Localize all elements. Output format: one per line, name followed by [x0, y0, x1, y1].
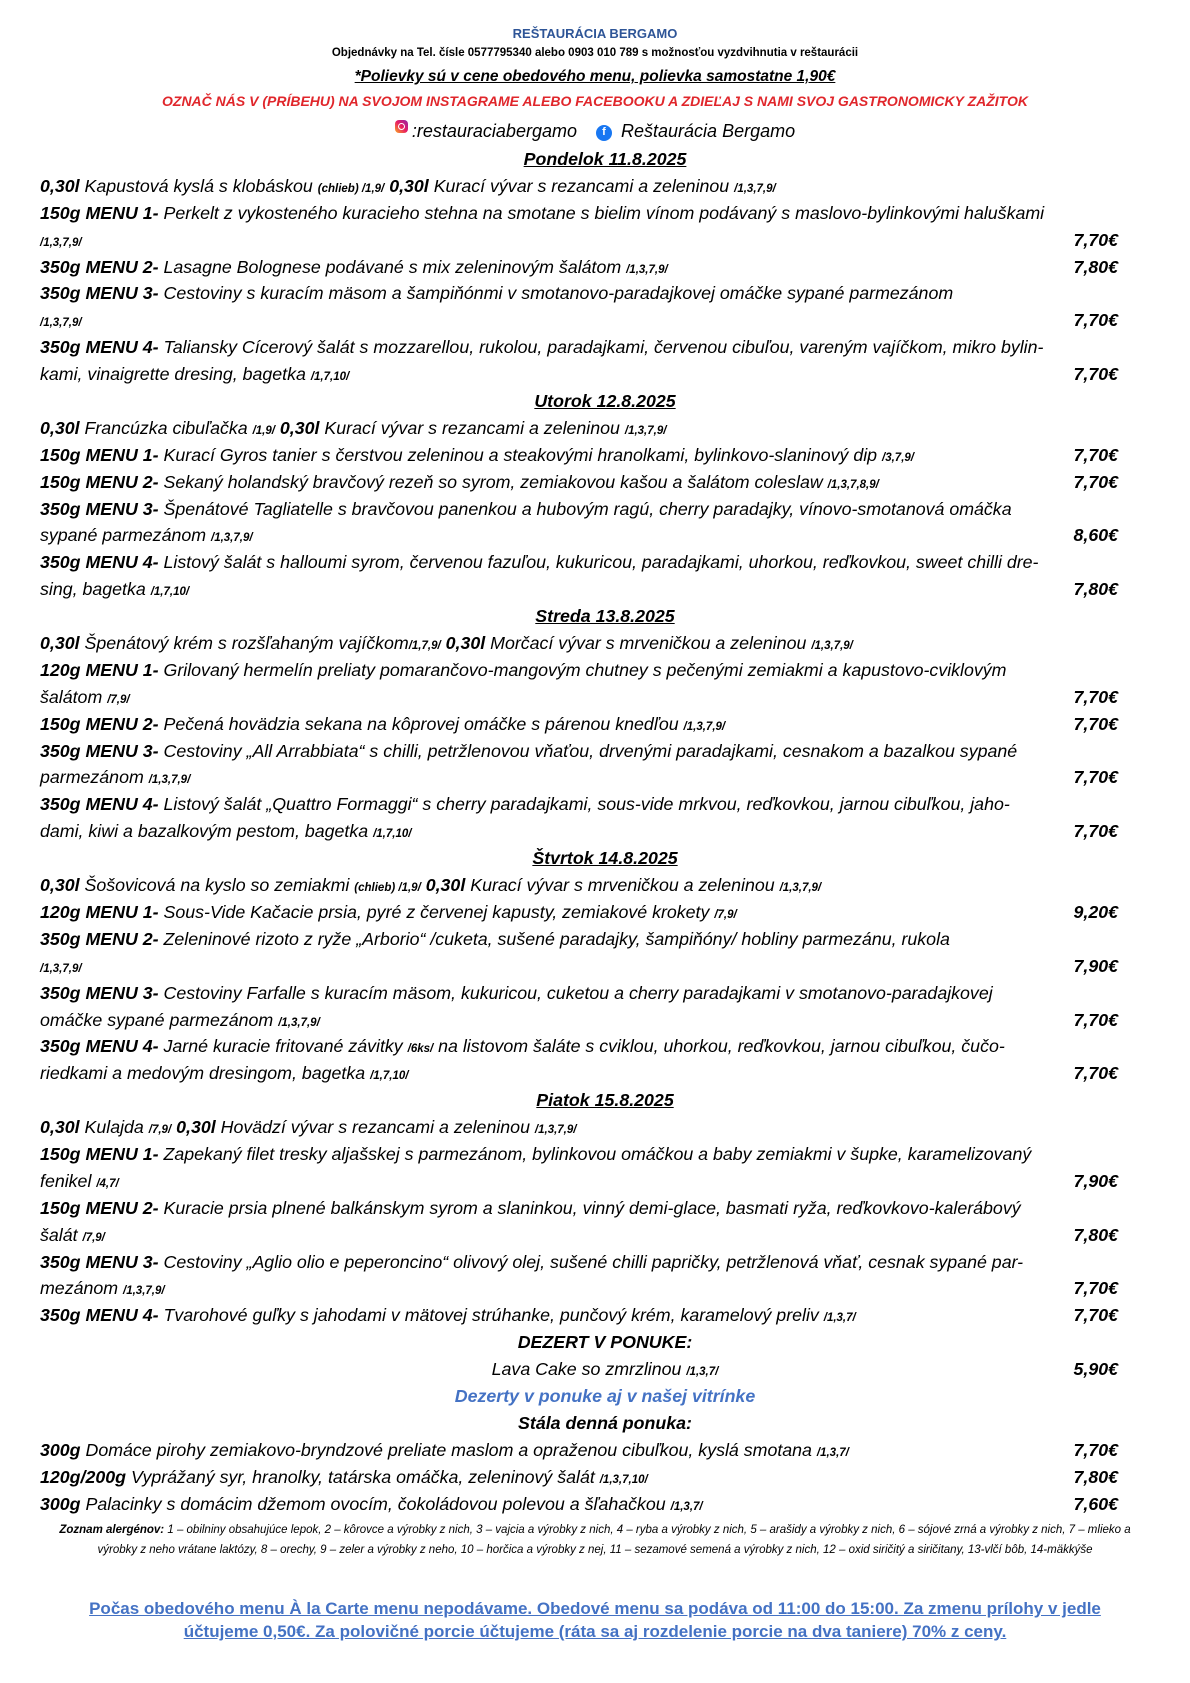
allergen-codes: /7,9/	[148, 1124, 172, 1137]
item-price: 7,70€	[1073, 767, 1118, 788]
menu-line	[40, 1060, 1170, 1087]
footer-note: Počas obedového menu À la Carte menu nepodávame. Obedové menu sa podáva od 11:00 do 15:00. Za zmenu prílohy v jedle účtujeme 0,50€. Za polovičné porcie účtujeme (ráta sa aj rozdelenie porcie na dva taniere) 70% z ceny.	[89, 1599, 1101, 1641]
item-portion: 300g	[40, 1493, 81, 1514]
instagram-icon	[395, 120, 408, 133]
item-text: Listový šalát „Quattro Formaggi“ s cherry paradajkami, sous-vide mrkvou, reďkovkou, jarnou cibuľkou, jaho-	[158, 794, 1010, 815]
item-text: Vyprážaný syr, hranolky, tatárska omáčka, zeleninový šalát	[126, 1466, 600, 1487]
menu-line	[40, 953, 1170, 980]
allergen-codes: (chlieb) /1,9/	[317, 182, 385, 195]
menu-line	[40, 791, 1170, 818]
restaurant-title: REŠTAURÁCIA BERGAMO	[512, 26, 678, 41]
allergen-codes: /1,3,7,9/	[40, 236, 82, 249]
item-price: 7,70€	[1073, 1305, 1118, 1326]
item-text: fenikel	[40, 1170, 97, 1191]
allergen-codes: /1,3,7,9/	[40, 962, 82, 975]
item-portion: 150g MENU 2-	[40, 713, 159, 734]
daily-menu	[40, 146, 1170, 1517]
menu-line	[40, 280, 1170, 307]
item-text: Jarné kuracie fritované závitky	[158, 1036, 408, 1057]
menu-line	[40, 1275, 1170, 1302]
item-price: 7,80€	[1073, 1466, 1118, 1487]
menu-line	[40, 1114, 1170, 1141]
item-text: Cestoviny Farfalle s kuracím mäsom, kukuricou, cuketou a cherry paradajkami v smotanovo-paradajkovej	[158, 982, 993, 1003]
menu-line	[40, 334, 1170, 361]
section-heading: DEZERT V PONUKE:	[517, 1332, 693, 1353]
item-price: 7,80€	[1073, 256, 1118, 277]
item-price: 7,80€	[1073, 1224, 1118, 1245]
item-price: 7,90€	[1073, 955, 1118, 976]
item-text: Kurací vývar s rezancami a zeleninou	[428, 175, 735, 196]
menu-line	[40, 818, 1170, 845]
menu-line	[40, 469, 1170, 496]
allergen-codes: (chlieb) /1,9/	[354, 882, 421, 895]
item-price: 7,90€	[1073, 1170, 1118, 1191]
item-text: Cestoviny s kuracím mäsom a šampiňónmi v smotanovo-paradajkovej omáčke sypané parmezánom	[158, 283, 954, 304]
allergen-codes: /6ks/	[407, 1043, 434, 1056]
item-portion: 0,30l	[425, 875, 466, 896]
menu-line	[40, 899, 1170, 926]
allergen-codes: /1,3,7,9/	[626, 263, 668, 276]
item-portion: 150g MENU 1-	[40, 444, 159, 465]
item-text: Domáce pirohy zemiakovo-bryndzové preliate maslom a opraženou cibuľkou, kyslá smotana	[80, 1439, 817, 1460]
menu-line	[40, 1464, 1170, 1491]
item-portion: 350g MENU 3-	[40, 283, 159, 304]
allergen-codes: /1,3,7,9/	[624, 424, 667, 437]
item-price: 5,90€	[1073, 1359, 1118, 1380]
item-portion: 120g MENU 1-	[40, 659, 159, 680]
item-text: na listovom šaláte s cviklou, uhorkou, reďkovkou, jarnou cibuľkou, čučo-	[433, 1036, 1005, 1057]
allergen-codes: /1,3,7,10/	[599, 1473, 648, 1486]
item-price: 7,70€	[1073, 1063, 1118, 1084]
menu-line	[40, 1356, 1170, 1383]
menu-line	[40, 657, 1170, 684]
item-price: 7,80€	[1073, 579, 1118, 600]
item-text: Taliansky Cícerový šalát s mozzarellou, rukolou, paradajkami, červenou cibuľou, vareným vajíčkom, mikro bylin-	[158, 337, 1044, 358]
item-text: Palacinky s domácim džemom ovocím, čokoládovou polevou a šľahačkou	[80, 1493, 671, 1514]
allergen-text: 1 – obilniny obsahujúce lepok, 2 – kôrovce a výrobky z nich, 3 – vajcia a výrobky z nich, 4 – ryba a výrobky z nich, 5 – arašidy a výrobky z nich, 6 – sójové zrná a výrobky z nich, 7 – mlieko a výrobky z neho vrátane laktózy, 8 – orechy, 9 – zeler a výrobky z neho, 10 – horčica a výrobky z nej, 11 – sezamové semená a výrobky z nich, 12 – oxid siričitý a siričitany, 13-vlčí bôb, 14-mäkkýše	[97, 1524, 1131, 1556]
facebook-icon: f	[596, 125, 612, 141]
item-portion: 150g MENU 1-	[40, 1143, 159, 1164]
item-price: 7,70€	[1073, 821, 1118, 842]
item-text: dami, kiwi a bazalkovým pestom, bagetka	[40, 821, 374, 842]
menu-line	[40, 1195, 1170, 1222]
day-heading: Utorok 12.8.2025	[534, 391, 676, 412]
menu-line	[40, 1222, 1170, 1249]
item-price: 7,70€	[1073, 444, 1118, 465]
item-portion: 350g MENU 3-	[40, 982, 159, 1003]
item-text: Kurací vývar s rezancami a zeleninou	[319, 417, 625, 438]
allergen-codes: /1,7,10/	[150, 586, 190, 599]
allergen-codes: /7,9/	[82, 1231, 105, 1244]
instagram-handle: :restauraciabergamo	[411, 121, 577, 141]
allergen-codes: /1,3,7,8,9/	[827, 478, 879, 491]
item-portion: 350g MENU 2-	[40, 256, 159, 277]
allergen-codes: /1,3,7/	[670, 1500, 703, 1513]
allergen-codes: /1,3,7/	[816, 1446, 849, 1459]
menu-line	[40, 576, 1170, 603]
menu-line	[40, 684, 1170, 711]
item-text: šalátom	[40, 686, 108, 707]
item-text: Špenátové Tagliatelle s bravčovou panenkou a hubovým ragú, cherry paradajky, vínovo-smotanová omáčka	[158, 498, 1012, 519]
item-text: Pečená hovädzia sekana na kôprovej omáčke s párenou knedľou	[158, 713, 684, 734]
item-text: Grilovaný hermelín preliaty pomarančovo-mangovým chutney s pečenými zemiakmi a kapustovo-cviklovým	[158, 659, 1007, 680]
item-price: 7,70€	[1073, 471, 1118, 492]
allergen-codes: /1,7,10/	[370, 1070, 409, 1083]
item-text: Lava Cake so zmrzlinou	[491, 1359, 687, 1380]
allergen-codes: /1,7,9/	[408, 640, 441, 653]
menu-line	[40, 1249, 1170, 1276]
item-portion: 150g MENU 2-	[40, 1197, 159, 1218]
item-portion: 350g MENU 3-	[40, 1251, 159, 1272]
item-price: 7,70€	[1073, 1439, 1118, 1460]
allergen-list	[40, 1520, 1150, 1560]
item-text: Cestoviny „All Arrabbiata“ s chilli, petržlenovou vňaťou, drvenými paradajkami, cesnakom a bazalkou sypané	[158, 740, 1018, 761]
allergen-codes: /1,3,7,9/	[211, 532, 253, 545]
day-heading: Pondelok 11.8.2025	[523, 149, 687, 169]
menu-line	[40, 1168, 1170, 1195]
item-text: Listový šalát s halloumi syrom, červenou fazuľou, kukuricou, paradajkami, uhorkou, reďkovkou, sweet chilli dre-	[158, 552, 1039, 573]
item-text: Cestoviny „Aglio olio e peperoncino“ olivový olej, sušené chilli papričky, petržlenová vňať, cesnak sypané par-	[158, 1251, 1024, 1272]
item-portion: 0,30l	[176, 1117, 216, 1138]
item-text: parmezánom	[40, 767, 149, 788]
allergen-codes: /1,3,7,9/	[278, 1016, 320, 1029]
order-phone-line: Objednávky na Tel. čísle 0577795340 alebo 0903 010 789 s možnosťou vyzdvihnutia v reštaurácii	[331, 47, 859, 59]
menu-line	[40, 361, 1170, 388]
item-text: kami, vinaigrette dresing, bagetka	[40, 364, 311, 385]
menu-line	[40, 200, 1170, 227]
item-price: 7,70€	[1073, 229, 1118, 250]
item-text: Kurací vývar s mrveničkou a zeleninou	[465, 875, 780, 896]
item-portion: 150g MENU 2-	[40, 471, 159, 492]
item-portion: 0,30l	[40, 633, 80, 654]
item-text: sypané parmezánom	[40, 525, 211, 546]
item-portion: 150g MENU 1-	[40, 202, 159, 223]
item-price: 9,20€	[1073, 901, 1118, 922]
day-heading: Štvrtok 14.8.2025	[532, 848, 678, 869]
item-portion: 0,30l	[279, 417, 320, 438]
facebook-handle: Reštaurácia Bergamo	[621, 121, 796, 141]
menu-line	[40, 764, 1170, 791]
allergen-codes: /1,3,7,9/	[123, 1285, 165, 1298]
item-text: Šošovicová na kyslo so zemiakmi	[79, 875, 355, 896]
item-portion: 0,30l	[445, 633, 486, 654]
allergen-codes: /1,3,7,9/	[811, 640, 853, 653]
day-heading: Piatok 15.8.2025	[536, 1090, 674, 1111]
allergen-codes: /7,9/	[107, 693, 130, 706]
item-price: 8,60€	[1073, 525, 1118, 546]
item-price: 7,70€	[1073, 310, 1118, 331]
day-heading: Streda 13.8.2025	[535, 606, 675, 627]
allergen-codes: /1,9/	[252, 424, 275, 437]
menu-line	[40, 1033, 1170, 1060]
social-handles	[0, 120, 1190, 142]
allergen-codes: /1,3,7,9/	[148, 774, 191, 787]
menu-line	[40, 1007, 1170, 1034]
item-text: Lasagne Bolognese podávané s mix zeleninovým šalátom	[158, 256, 627, 277]
menu-line	[40, 522, 1170, 549]
item-text: Hovädzí vývar s rezancami a zeleninou	[215, 1117, 535, 1138]
item-price: 7,70€	[1073, 1278, 1118, 1299]
menu-line	[40, 173, 1170, 200]
item-text: Kuracie prsia plnené balkánskym syrom a slaninkou, vinný demi-glace, basmati ryža, reďkovkovo-kalerábový	[158, 1197, 1021, 1218]
item-text: omáčke sypané parmezánom	[40, 1009, 279, 1030]
item-price: 7,70€	[1073, 686, 1118, 707]
item-text: Sekaný holandský bravčový rezeň so syrom, zemiakovou kašou a šalátom coleslaw	[158, 471, 828, 492]
item-portion: 350g MENU 4-	[40, 1305, 159, 1326]
item-portion: 120g/200g	[40, 1466, 126, 1487]
item-text: Špenátový krém s rozšľahaným vajíčkom	[79, 633, 409, 654]
item-text: Kulajda	[79, 1117, 149, 1138]
soup-price-note: *Polievky sú v cene obedového menu, polievka samostatne 1,90€	[354, 68, 836, 85]
allergen-codes: /1,3,7/	[823, 1312, 856, 1325]
item-portion: 350g MENU 4-	[40, 337, 159, 358]
item-portion: 0,30l	[389, 175, 429, 196]
allergen-label: Zoznam alergénov:	[59, 1524, 165, 1536]
allergen-codes: /1,3,7,9/	[734, 182, 776, 195]
menu-line	[40, 711, 1170, 738]
menu-line	[40, 549, 1170, 576]
allergen-codes: /7,9/	[714, 908, 737, 921]
section-heading: Dezerty v ponuke aj v našej vitrínke	[454, 1385, 756, 1406]
item-text: Zeleninové rizoto z ryže „Arborio“ /cuketa, sušené paradajky, šampiňóny/ hobliny parmezánu, rukola	[158, 928, 950, 949]
item-portion: 120g MENU 1-	[40, 901, 159, 922]
allergen-codes: /1,3,7,9/	[683, 720, 726, 733]
item-text: Tvarohové guľky s jahodami v mätovej strúhanke, punčový krém, karamelový preliv	[158, 1305, 824, 1326]
menu-line	[40, 496, 1170, 523]
item-text: Morčací vývar s mrveničkou a zeleninou	[485, 633, 812, 654]
item-price: 7,70€	[1073, 1009, 1118, 1030]
allergen-codes: /1,3,7,9/	[779, 882, 822, 895]
menu-line	[40, 1141, 1170, 1168]
allergen-codes: /1,3,7,9/	[534, 1124, 577, 1137]
menu-line	[40, 227, 1170, 254]
menu-line	[40, 442, 1170, 469]
allergen-codes: /4,7/	[96, 1177, 119, 1190]
allergen-codes: /1,3,7/	[686, 1366, 719, 1379]
item-portion: 0,30l	[40, 417, 80, 438]
item-portion: 350g MENU 4-	[40, 1036, 159, 1057]
item-text: Francúzka cibuľačka	[79, 417, 253, 438]
item-price: 7,70€	[1073, 364, 1118, 385]
item-portion: 300g	[40, 1439, 81, 1460]
menu-line	[40, 307, 1170, 334]
item-text: mezánom	[40, 1278, 124, 1299]
item-portion: 0,30l	[40, 175, 80, 196]
menu-line	[40, 1491, 1170, 1518]
item-portion: 0,30l	[40, 1117, 80, 1138]
menu-line	[40, 630, 1170, 657]
menu-line	[40, 254, 1170, 281]
item-text: Zapekaný filet tresky aljašskej s parmezánom, bylinkovou omáčkou a baby zemiakmi v šupke, karamelizovaný	[158, 1143, 1032, 1164]
item-text: Kurací Gyros tanier s čerstvou zeleninou a steakovými hranolkami, bylinkovo-slaninový dip	[158, 444, 883, 465]
item-portion: 350g MENU 2-	[40, 928, 159, 949]
menu-line	[40, 415, 1170, 442]
item-portion: 0,30l	[40, 875, 80, 896]
item-text: riedkami a medovým dresingom, bagetka	[40, 1063, 371, 1084]
item-portion: 350g MENU 4-	[40, 794, 159, 815]
section-heading: Stála denná ponuka:	[518, 1412, 692, 1433]
menu-line	[40, 1437, 1170, 1464]
allergen-codes: /1,3,7,9/	[40, 317, 82, 330]
menu-line	[40, 738, 1170, 765]
item-price: 7,60€	[1073, 1493, 1118, 1514]
item-text: Kapustová kyslá s klobáskou	[79, 175, 318, 196]
menu-line	[40, 1302, 1170, 1329]
menu-line	[40, 926, 1170, 953]
allergen-codes: /1,7,10/	[310, 371, 350, 384]
item-portion: 350g MENU 4-	[40, 552, 159, 573]
allergen-codes: /3,7,9/	[882, 451, 914, 464]
menu-line	[40, 872, 1170, 899]
item-text: šalát	[40, 1224, 83, 1245]
allergen-codes: /1,7,10/	[373, 828, 412, 841]
item-portion: 350g MENU 3-	[40, 498, 159, 519]
item-price: 7,70€	[1073, 713, 1118, 734]
item-text: sing, bagetka	[40, 579, 151, 600]
item-text: Perkelt z vykosteného kuracieho stehna na smotane s bielim vínom podávaný s maslovo-bylinkovými haluškami	[158, 202, 1045, 223]
item-portion: 350g MENU 3-	[40, 740, 159, 761]
item-text: Sous-Vide Kačacie prsia, pyré z červenej kapusty, zemiakové krokety	[158, 901, 715, 922]
social-promo: OZNAČ NÁS V (PRÍBEHU) NA SVOJOM INSTAGRAME ALEBO FACEBOOKU A ZDIEĽAJ S NAMI SVOJ GASTRONOMICKY ZAŽITOK	[162, 93, 1028, 109]
menu-line	[40, 980, 1170, 1007]
